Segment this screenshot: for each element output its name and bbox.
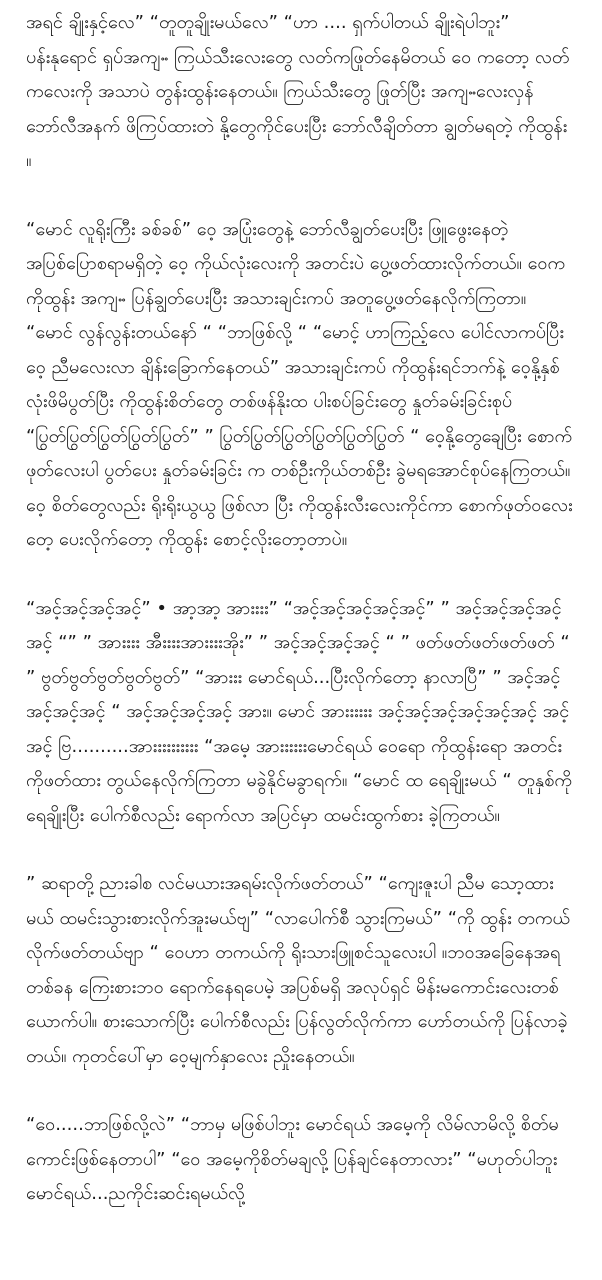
article-paragraph-3: “အင့်အင့်အင့်အင့်” • အာ့အာ့ အားးးး” “အင့်အင့်အင့်အင့်အင့်” ” အင့်အင့်အင့်အင့်အင့် “” ” အားးးး အီးးးးအားးးးအိုး” ” အင့်အင့်အင့်အင့် “ ” ဖတ်ဖတ်ဖတ်ဖတ်ဖတ် “ ” ဗွတ်ဗွတ်ဗွတ်ဗွတ်ဗွတ်” “အားးး မောင်ရယ်...ပြီးလိုက်တော့ နာလာပြီ” ” အင့်အင့်အင့်အင့်အင့် “ အင့်အင့်အင့်အင့် အား။ မောင် အားးးးးး အင့်အင့်အင့်အင့်အင့်အင့် အင့်အင့် ဗြ..........အားးးးးးးးးး “အမေ့ အားးးးးးမောင်ရယ် ဝေရော ကိုထွန်းရော အတင်းကိုဖတ်ထား တွယ်နေလိုက်ကြတာ မခွဲနိုင်မခွာရက်။ “မောင် ထ ရေချိုးမယ် “ တူနှစ်ကို ရေချိုးပြီး ပေါက်စီလည်း ရောက်လာ အပြင်မှာ ထမင်းထွက်စား ခဲ့ကြတယ်။ [26,597,572,826]
article-paragraph-2: “မောင် လူရိုးကြီး ခစ်ခစ်” ဝေ့ အပြုံးတွေနဲ့ ဘော်လီချွတ်ပေးပြီး ဖြူဖွေးနေတဲ့ အပြစ်ပြောစရာမရှိတဲ့ ဝေ့ ကိုယ်လုံးလေးကို အတင်းပဲ ပွေ့ဖတ်ထားလိုက်တယ်။ ဝေက ကိုထွန်း အကျႌ ပြန်ချွတ်ပေးပြီး အသားချင်းကပ် အတူပွေ့ဖတ်နေလိုက်ကြတာ။ “မောင် လွန်လွန်းတယ်နော် “ “ဘာဖြစ်လို့ “ “မောင့် ဟာကြည့်လေ ပေါင်လာကပ်ပြီး ဝေ့ ညီမလေးလာ ချိန်းခြောက်နေတယ်” အသားချင်းကပ် ကိုထွန်းရင်ဘက်နဲ့ ဝေ့နို့နှစ်လုံးဖိမိပွတ်ပြီး ကိုထွန်းစိတ်တွေ တစ်ဖန်နိုးထ ပါးစပ်ခြင်းတွေ နှုတ်ခမ်းခြင်းစုပ် “ပြွတ်ပြွတ်ပြွတ်ပြွတ်ပြွတ်” ” ပြွတ်ပြွတ်ပြွတ်ပြွတ်ပြွတ်ပြွတ် “ ဝေ့နို့တွေချေပြီး စောက်ဖုတ်လေးပါ ပွတ်ပေး နှုတ်ခမ်းခြင်း က တစ်ဦးကိုယ်တစ်ဦး ခွဲမရအောင်စုပ်နေကြတယ်။ ဝေ့ စိတ်တွေလည်း ရိုးရိုးယွယွ ဖြစ်လာ ပြီး ကိုထွန်းလီးလေးကိုင်ကာ စောက်ဖုတ်ဝလေး တေ့ ပေးလိုက်တော့ ကိုထွန်း စောင့်လိုးတော့တာပဲ။ [26,218,573,550]
article-paragraph-4: ” ဆရာတို့ ညားခါစ လင်မယားအရမ်းလိုက်ဖတ်တယ်” “ကျေးဇူးပါ ညီမ သော့ထားမယ် ထမင်းသွားစားလိုက်အူးမယ်ဗျ” “လာပေါက်စီ သွားကြမယ်” “ကို ထွန်း တကယ်လိုက်ဖတ်တယ်ဗျာ “ ဝေဟာ တကယ်ကို ရိုးသားဖြူစင်သူလေးပါ ။ဘဝအခြေနေအရ တစ်ခန ကြေးစားဘဝ ရောက်နေရပေမဲ့ အပြစ်မရှိ အလုပ်ရှင် မိန်းမကောင်းလေးတစ်ယောက်ပါ။ စားသောက်ပြီး ပေါက်စီလည်း ပြန်လွတ်လိုက်ကာ ဟော်တယ်ကို ပြန်လာခဲ့တယ်။ ကုတင်ပေါ်မှာ ဝေ့မျက်နှာလေး ညှိုးနေတယ်။ [26,873,571,1067]
article-paragraph-1: အရင် ချိုးနှင့်လေ” “တူတူချိုးမယ်လေ” “ဟာ .... ရှက်ပါတယ် ချိုးရဲပါဘူး” ပန်းနုရောင် ရှပ်အကျႌ ကြယ်သီးလေးတွေ လတ်ကဖြုတ်နေမိတယ် ဝေ ကတော့ လတ်ကလေးကို အသာပဲ တွန်းထွန်းနေတယ်။ ကြယ်သီးတွေ ဖြုတ်ပြီး အကျႌလေးလှန် ဘော်လီအနက် ဖိကြပ်ထားတဲ နို့တွေကိုင်ပေးပြီး ဘော်လီချိတ်တာ ချွတ်မရတဲ့ ကိုထွန်း ။ [26,12,570,171]
article-paragraph-5: “ဝေ.....ဘာဖြစ်လို့လဲ” “ဘာမှ မဖြစ်ပါဘူး မောင်ရယ် အမေ့ကို လိမ်လာမိလို့ စိတ်မကောင်းဖြစ်နေတာပါ” “ဝေ အမေ့ကိုစိတ်မချလို့ ပြန်ချင်နေတာလား” “မဟုတ်ပါဘူး မောင်ရယ်...ညကိုင်းဆင်းရမယ်လို့ [26,1114,559,1204]
